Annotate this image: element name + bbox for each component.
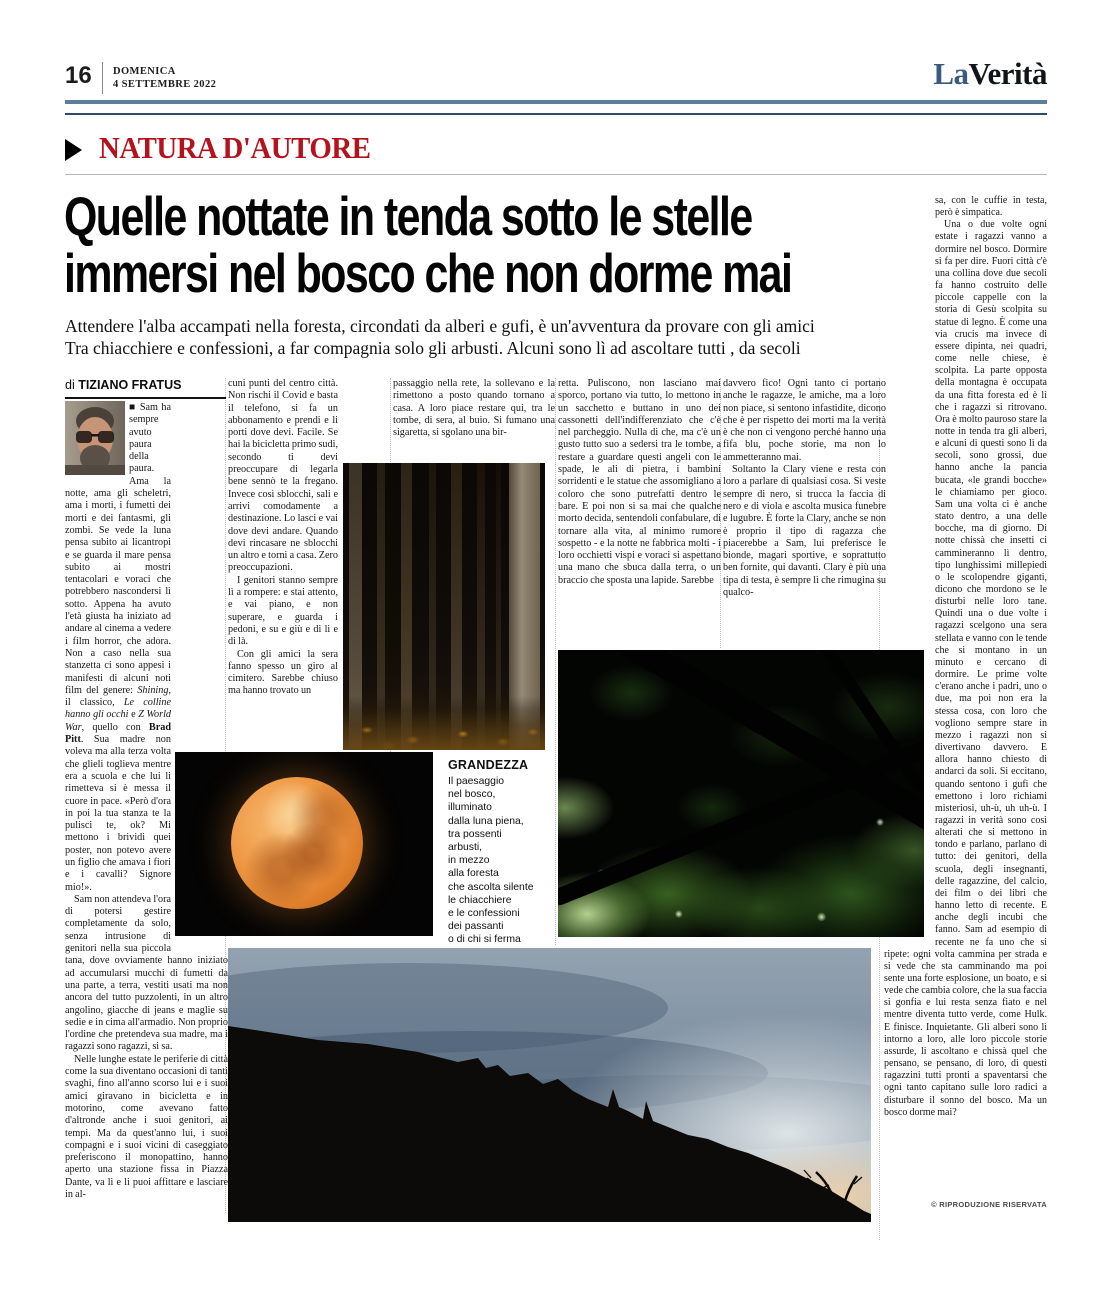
date-weekday: DOMENICA [113, 66, 176, 77]
caption-title: GRANDEZZA [448, 758, 529, 772]
landscape-photo [228, 948, 871, 1222]
canopy-photo [558, 650, 924, 937]
header-rule [65, 100, 1047, 115]
landscape-graphic [228, 948, 871, 1222]
column-text: retta. Puliscono, non lasciano mai sporco, portano via tutto, lo mettono in un sacchetto e buttano in uno dei cassonetti dell'indifferenziato che c'è nel parcheggio. Nulla di che, ma c'è un gusto tutto suo a sedersi tra le tombe, a restare a guardare questi angeli con le spade, le ali di pietra, i bambini sorridenti e le statue che assomigliano a coloro che sono putrefatti dentro le bare. E poi non si sa mai che qualche morto decida, sentendoli confabulare, di tornare alla vita, al minimo rumore sospetto - e la notte ne fabbrica molti - i loro occhietti vispi e voraci si aspettano una mano che sbuca dalla terra, o un braccio che sposta una lapide. Sarebbe [558, 378, 721, 586]
section-kicker: NATURA D'AUTORE [99, 130, 371, 165]
branch-silhouette [558, 730, 924, 907]
article-column-3 [393, 378, 555, 460]
author-photo [65, 401, 125, 475]
kicker-rule [65, 174, 1047, 175]
standfirst-line-2: Tra chiacchiere e confessioni, a far compagnia solo gli arbusti. Alcuni sono lì ad ascoltare tutti , da secoli [65, 337, 801, 358]
forest-photo [343, 463, 545, 750]
date-full: 4 SETTEMBRE 2022 [113, 79, 217, 90]
column-text: ■ Sam ha sempre avuto paura della paura. Ama la notte, ama gli scheletri, ama i morti, i fumetti dei morti e dei fantasmi, gli zombi. Se vede la luna pensa subito ai licantropi e se guarda il mare pensa subito ai mostri tentacolari e voraci che potrebbero nascondersi lì sotto. Appena ha avuto l'età giusta ha iniziato ad andare al cinema a vedere i film horror, che adora. Non a caso nella sua stanzetta ci sono appesi i manifesti di alcuni noti film del genere: Shining, il classico, Le colline hanno gli occhi e Z World War, quello con Brad Pitt. Sua madre non voleva ma alla terza volta che glieli toglieva mentre era a scuola e che lui li rimetteva si è messa il cuore in pace. «Però d'ora in poi la tua stanza te la pulisci te, ok? Mi mettono i brividi quei poster, non potevo avere un figlio che amava i fiori e i cavalli? Signore mio!». Sam non attendeva l'ora di potersi gestire completamente da solo, senza intrusione di genitori nella sua piccola tana, dove ovviamente hanno iniziato ad accumularsi mucchi di fumetti da una parte, a terra, vestiti usati ma non ancora del tutto puzzolenti, in un altro angolino, giacche di jeans e maglie su sedie e in cima all'armadio. Non proprio l'ordine che pretendeva sua madre, ma i ragazzi sono ragazzi, si sa. Nelle lunghe estate le periferie di città come la sua diventano occasioni di tanti svaghi, fino all'anno scorso lui e i suoi amici giravano in bicicletta e in motorino, come avevano fatto d'altronde anche i suoi genitori, ai tempi. Ma da quest'anno lui, i suoi compagni e i suoi vicini di caseggiato preferiscono il monopattino, hanno aperto una stazione fissa in Piazza Dante, va lì e li puoi affittare e lasciare in al- [65, 402, 228, 1200]
column-text: sa, con le cuffie in testa, però è simpatica. Una o due volte ogni estate i ragazzi vanno a dormire nel bosco. Dormire si fa per dire. Fuori città c'è una collina dove due secoli fa hanno costruito delle piccole cappelle con la storia di Gesù scolpita su statue di legno. È come una via crucis ma invece di essere dipinta, nei quadri, come nelle chiese, è scolpita. La parte opposta della montagna è occupata da una fitta foresta ed è lì che i ragazzi si ritrovano. Ora è molto pauroso stare la notte in tenda tra gli alberi, e alcuni di questi sono lì da secoli, sono grossi, due hanno anche la pancia bucata, «le grandi bocche» le chiamiamo per gioco. Sam una volta ci è anche stato dentro, a una delle bocche, ma di giorno. Di notte chissà che insetti ci cammineranno lì dentro, tipo lunghissimi millepiedi o le scolopendre giganti, dicono che mordono se le disturbi nelle loro tane. Quindi una o due volte i ragazzi scelgono una sera stellata e vanno con le tende che si montano in un minuto e cercano di dormire. Le prime volte c'erano anche i padri, uno o due, ma poi non era la stessa cosa, con loro che vogliono sempre stare in mezzo i ragazzi non si divertivano davvero. E allora hanno chiesto di andarci da soli. Si eccitano, quando sentono i gufi che emettono i loro richiami misteriosi, uh-ù, uh uh-ù. I ragazzi in verità sono così alterati che si mettono in tondo e parlano, parlano di tutto: dei genitori, della scuola, degli insegnanti, delle ragazzine, del calcio, dei film o dei libri che hanno letto di recente. E anche degli incubi che fanno. Sam ad esempio di recente ne fa uno che si ripete: ogni volta cammina per strada e si vede che sta camminando ma poi sente una forte esplosione, un boato, e si vede che cambia colore, che la sua faccia si gonfia e lui resta senza fiato e nel mentre diventa tutto verde, come Hulk. E finisce. Inquietante. Gli alberi sono lì intorno a loro, alle loro piccole storie assurde, li ascoltano e chissà quel che pensano, se pensano, di loro, di questi ragazzini tutti pronti a spaventarsi che ogni tanto capitano sulle loro radici a disturbare il sonno del bosco. Ma un bosco dorme mai? [884, 195, 1047, 1118]
copyright-notice: © RIPRODUZIONE RISERVATA [931, 1200, 1047, 1209]
headline-line-2: immersi nel bosco che non dorme mai [64, 242, 792, 304]
headline [64, 185, 792, 304]
masthead-logo [933, 56, 1047, 92]
header-divider [102, 62, 103, 94]
byline-name: TIZIANO FRATUS [78, 378, 182, 392]
column-text: passaggio nella rete, la sollevano e la rimettono a posto quando tornano a casa. A loro piace restare qui, tra le tombe, di sera, al buio. Si fumano una sigaretta, si sgolano una bir- [393, 378, 555, 439]
headline-line-1: Quelle nottate in tenda sotto le stelle [64, 185, 752, 247]
standfirst [65, 316, 815, 359]
forest-floor [343, 696, 545, 750]
byline-prefix: di [65, 378, 79, 392]
branch-silhouette [558, 650, 924, 834]
article-column-4 [558, 378, 721, 648]
masthead-la: La [933, 56, 969, 91]
standfirst-line-1: Attendere l'alba accampati nella foresta, circondati da alberi e gufi, è un'avventura da provare con gli amici [65, 316, 815, 336]
column-text: davvero fico! Ogni tanto ci portano anche le ragazze, le amiche, ma a loro non piace, si sentono infastidite, dicono che è per rispetto dei morti ma la verità è che non ci vengono perché hanno una fifa blu, poche storie, ma non lo ammetteranno mai. Soltanto la Clary viene e resta con loro a parlare di qualsiasi cosa. Si veste sempre di nero, si trucca la faccia di nero e di viola e ascolta musica funebre e lugubre. È forte la Clary, anche se non è proprio il tipo di ragazza che piacerebbe a Sam, lui preferisce le bionde, magari sportive, e soprattutto ben fornite, qui davanti. Clary è più una tipa di testa, è sempre lì che rimugina su qualco- [723, 378, 886, 599]
photo-caption [448, 758, 556, 960]
author-portrait-graphic [65, 401, 125, 475]
full-moon [231, 777, 363, 909]
article-column-5 [723, 378, 886, 648]
masthead-verita: Verità [968, 56, 1047, 91]
kicker-arrow-icon [65, 139, 82, 161]
moon-photo [175, 752, 433, 936]
byline [65, 378, 226, 399]
page-number: 16 [65, 62, 92, 89]
caption-text: Il paesaggio nel bosco, illuminato dalla luna piena, tra possenti arbusti, in mezzo alla foresta che ascolta silente le chiacchiere e le confessioni dei passanti o di chi si ferma [448, 776, 534, 946]
column-text: cuni punti del centro città. Non rischi il Covid e basta il telefono, si fa un abbonamento e prendi e li porti dove devi. Facile. Se hai la bicicletta primo sudi, secondo ti devi preoccupare di legarla bene sennò te la fregano. Invece così sblocchi, sali e arrivi comodamente a destinazione. Lo lasci e vai dove devi andare. Quando devi rincasare ne sblocchi un altro e torni a casa. Zero preoccupazioni. I genitori stanno sempre lì a rompere: e stai attento, e vai piano, e non superare, e guarda i pedoni, e su e giù e di li e di là. Con gli amici la sera fanno spesso un giro al cimitero. Sarebbe chiuso ma hanno trovato un [228, 378, 338, 697]
date-block [113, 65, 216, 91]
